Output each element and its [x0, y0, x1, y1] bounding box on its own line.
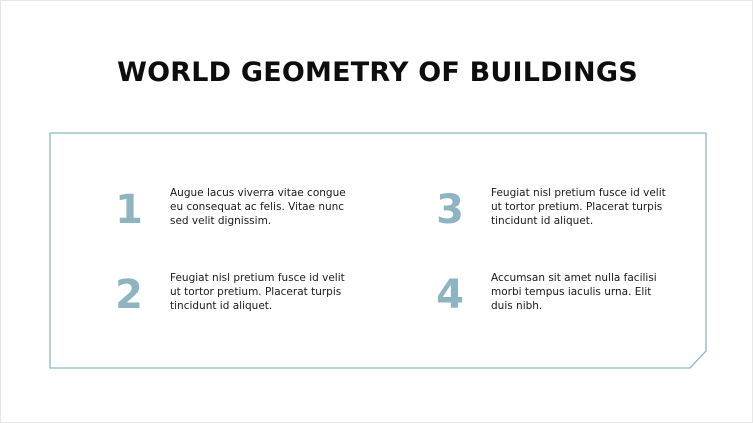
item-text: Feugiat nisl pretium fusce id velit ut tortor pretium. Placerat turpis tincidunt id aliquet.: [491, 187, 666, 227]
item-number: 2: [115, 272, 143, 318]
item-number: 1: [115, 187, 143, 233]
list-item-3: [432, 187, 732, 250]
list-item-2: [111, 272, 411, 335]
item-number: 3: [436, 187, 464, 233]
list-item-4: [432, 272, 732, 335]
item-number: 4: [436, 272, 464, 318]
item-text: Feugiat nisl pretium fusce id velit ut tortor pretium. Placerat turpis tincidunt id aliquet.: [170, 272, 345, 312]
list-item-1: [111, 187, 411, 250]
slide-title: WORLD GEOMETRY OF BUILDINGS: [117, 57, 638, 88]
item-text: Accumsan sit amet nulla facilisi morbi tempus iaculis urna. Elit duis nibh.: [491, 272, 657, 312]
item-text: Augue lacus viverra vitae congue eu consequat ac felis. Vitae nunc sed velit dignissim.: [170, 187, 346, 227]
